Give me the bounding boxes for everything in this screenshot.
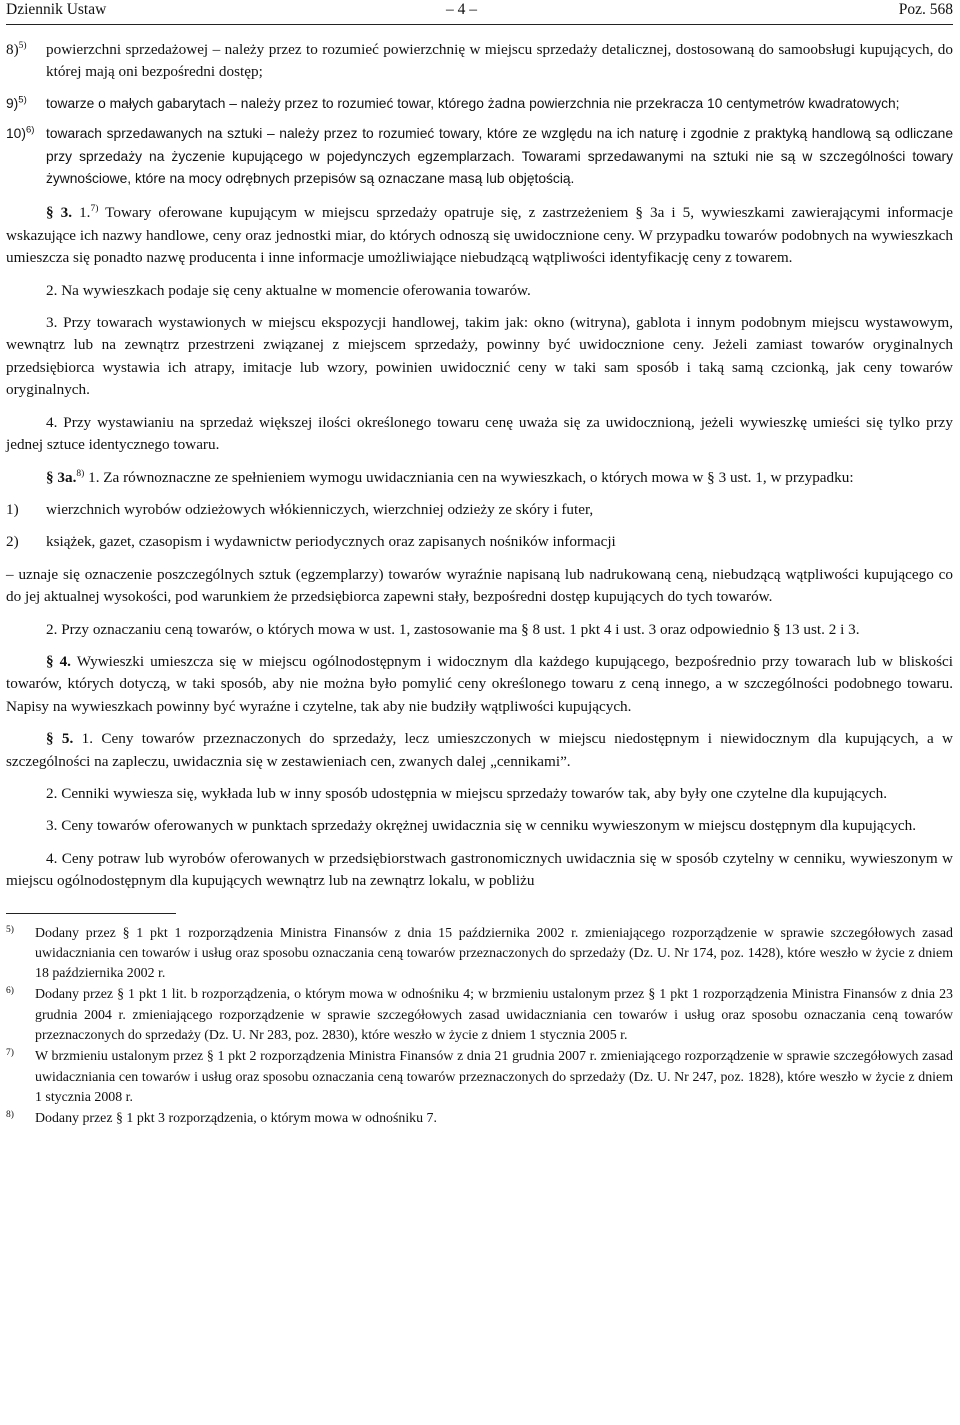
s3a-item-1	[6, 499, 953, 521]
footnote-7-text: W brzmieniu ustalonym przez § 1 pkt 2 rozporządzenia Ministra Finansów z dnia 21 grudnia 2007 r. zmieniającego rozporządzenie w sprawie szczegółowych zasad uwidaczniania cen towarów i usług oraz sposobu oznaczania ceną towarów przeznaczonych do sprzedaży (Dz. U. Nr 247, poz. 1828), które weszło w życie z dniem 1 stycznia 2008 r.	[35, 1049, 953, 1105]
s3a-item-2	[6, 531, 953, 553]
definition-9	[6, 93, 953, 115]
definition-8-text: powierzchni sprzedażowej – należy przez to rozumieć powierzchnię w miejscu sprzedaży detalicznej, dostosowaną do samoobsługi kupujących, do której mają oni bezpośredni dostęp;	[46, 41, 953, 81]
s3-p1-footnote-ref: 7)	[90, 204, 99, 215]
s5-paragraph-3: 3. Ceny towarów oferowanych w punktach sprzedaży okrężnej uwidacznia się w cenniku wywieszonym w miejscu dostępnym dla kupujących.	[46, 817, 917, 835]
definition-8-footnote-ref: 5)	[18, 40, 27, 51]
s3a-item-1-text: wierzchnich wyrobów odzieżowych włókienniczych, wierzchniej odzieży ze skóry i futer,	[46, 500, 594, 518]
footnote-8-number: 8)	[6, 1110, 14, 1121]
footnote-6	[6, 985, 953, 1046]
definition-9-text: towarze o małych gabarytach – należy przez to rozumieć towar, którego żadna powierzchnia nie przekracza 10 centymetrów kwadratowych;	[46, 95, 900, 111]
definition-10-footnote-ref: 6)	[25, 124, 35, 136]
s3a-paragraph-1	[6, 467, 953, 489]
footnote-6-number: 6)	[6, 986, 14, 997]
s3a-p1-text: 1. Za równoznaczne ze spełnieniem wymogu uwidaczniania cen na wywieszkach, o których mowa w § 3 ust. 1, w przypadku:	[88, 468, 854, 486]
s5-paragraph-4: 4. Ceny potraw lub wyrobów oferowanych w przedsiębiorstwach gastronomicznych uwidacznia się w sposób czytelny w cenniku, wywieszonym w miejscu ogólnodostępnym dla kupujących wewnątrz lub na zewnątrz lokalu, w pobliżu	[6, 849, 953, 890]
definition-9-footnote-ref: 5)	[18, 94, 27, 106]
s5-heading: § 5.	[46, 730, 74, 748]
s4-text: Wywieszki umieszcza się w miejscu ogólnodostępnym i widocznym dla każdego kupującego, bezpośrednio przy towarach lub w bliskości towarów, których dotyczą, w taki sposób, aby nie można było pomylić ceny określonego towaru z ceną innego, a w szczególności podobnego towaru. Napisy na wywieszkach powinny być wyraźne i czytelne, tak aby nie budziły wątpliwości kupujących.	[6, 652, 954, 715]
s3a-paragraph-2: 2. Przy oznaczaniu ceną towarów, o których mowa w ust. 1, zastosowanie ma § 8 ust. 1 pkt 4 i ust. 3 oraz odpowiednio § 13 ust. 2 i 3.	[46, 620, 860, 638]
s4-heading: § 4.	[46, 652, 71, 670]
footnote-7	[6, 1047, 953, 1108]
definition-8-number: 8)	[6, 41, 19, 58]
page-number: – 4 –	[446, 1, 477, 18]
s3-p1-number: 1.	[79, 204, 91, 222]
s3a-item-2-number: 2)	[6, 533, 19, 551]
s3a-heading: § 3a.	[46, 468, 77, 486]
footnote-7-number: 7)	[6, 1048, 14, 1059]
s3-p1-text: Towary oferowane kupującym w miejscu sprzedaży opatruje się, z zastrzeżeniem § 3a i 5, wywieszkami zawierającymi informacje wskazujące ich nazwy handlowe, ceny oraz jednostki miar, do których odnoszą się uwidocznione ceny. W przypadku towarów podobnych na wywieszkach umieszcza się ponadto nazwę producenta i inne informacje umożliwiające niebudzącą wątpliwości identyfikację ceny z towarem.	[6, 204, 954, 267]
footnote-8	[6, 1109, 953, 1129]
s5-paragraph-2: 2. Cenniki wywiesza się, wykłada lub w inny sposób udostępnia w miejscu sprzedaży towarów tak, aby były one czytelne dla kupujących.	[46, 784, 888, 802]
s3a-item-2-text: książek, gazet, czasopism i wydawnictw periodycznych oraz zapisanych nośników informacji	[46, 533, 616, 551]
position-number: Poz. 568	[898, 1, 953, 18]
footnote-6-text: Dodany przez § 1 pkt 1 lit. b rozporządzenia, o którym mowa w odnośniku 4; w brzmieniu ustalonym przez § 1 pkt 1 rozporządzenia Ministra Finansów z dnia 23 grudnia 2004 r. zmieniającego rozporządzenie w sprawie szczegółowych zasad uwidaczniania cen towarów i usług oraz sposobu oznaczania ceną towarów przeznaczonych do sprzedaży (Dz. U. Nr 283, poz. 2830), które weszło w życie z dniem 1 stycznia 2005 r.	[35, 987, 953, 1044]
definition-9-number: 9)	[6, 95, 19, 111]
footnote-separator	[6, 913, 176, 914]
definition-10-number: 10)	[6, 126, 26, 142]
definition-10-text: towarach sprzedawanych na sztuki – należy przez to rozumieć towary, które ze względu na ich naturę i zgodnie z praktyką handlową są odliczane przy sprzedaży na życzenie kupującego w pojedynczych egzemplarzach. Towarami sprzedawanymi na sztuki nie są w szczególności towary żywnościowe, które na mocy odrębnych przepisów są oznaczane masą lub objętością.	[46, 126, 953, 187]
document-page	[6, 0, 953, 1425]
definition-10	[6, 123, 953, 190]
definition-8	[6, 39, 953, 84]
footnote-5-number: 5)	[6, 924, 14, 935]
footnotes	[6, 924, 953, 1130]
s3a-item-1-number: 1)	[6, 500, 19, 518]
s5-p1-text: 1. Ceny towarów przeznaczonych do sprzedaży, lecz umieszczonych w miejscu niedostępnym i niewidocznym dla kupujących, a w szczególności na zapleczu, uwidacznia się w zestawieniach cen, zwanych dalej „cennikami”.	[6, 730, 954, 770]
s3-heading: § 3.	[46, 204, 73, 222]
s3-paragraph-3: 3. Przy towarach wystawionych w miejscu ekspozycji handlowej, takim jak: okno (witryna), gablota i innym podobnym miejscu wystawowym, wewnątrz lub na zewnątrz przestrzeni związanej z miejscem sprzedaży, powinny być uwidocznione ceny. Jeżeli zamiast towarów oryginalnych przedsiębiorca wystawia ich atrapy, imitacje lub wzory, powinien uwidocznić ceny w taki sam sposób i taką samą czcionką, jak ceny towarów oryginalnych.	[6, 314, 953, 399]
s3a-footnote-ref: 8)	[76, 468, 85, 479]
footnote-5	[6, 924, 953, 985]
footnote-8-text: Dodany przez § 1 pkt 3 rozporządzenia, o którym mowa w odnośniku 7.	[35, 1111, 437, 1127]
s5-paragraph-1	[6, 728, 953, 773]
page-header	[6, 0, 953, 25]
s3-paragraph-1	[6, 202, 953, 269]
s3-paragraph-4: 4. Przy wystawianiu na sprzedaż większej ilości określonego towaru cenę uważa się za uwidocznioną, jeżeli wywieszkę umieści się tylko przy jednej sztuce identycznego towaru.	[6, 413, 953, 454]
footnote-5-text: Dodany przez § 1 pkt 1 rozporządzenia Ministra Finansów z dnia 15 października 2002 r. zmieniającego rozporządzenie w sprawie szczegółowych zasad uwidaczniania cen towarów i usług oraz sposobu oznaczania ceną towarów przeznaczonych do sprzedaży (Dz. U. Nr 174, poz. 1428), które weszło w życie z dniem 18 października 2002 r.	[35, 925, 953, 982]
publication-name: Dziennik Ustaw	[6, 1, 107, 18]
s4-paragraph	[6, 651, 953, 718]
s3-paragraph-2: 2. Na wywieszkach podaje się ceny aktualne w momencie oferowania towarów.	[46, 281, 531, 299]
s3a-tail: – uznaje się oznaczenie poszczególnych sztuk (egzemplarzy) towarów wyraźnie napisaną lub nadrukowaną ceną, niebudzącą wątpliwości kupującego co do jej aktualnej wysokości, pod warunkiem że przedsiębiorca zapewni stały, bezpośredni dostęp kupujących do tych towarów.	[6, 565, 953, 606]
